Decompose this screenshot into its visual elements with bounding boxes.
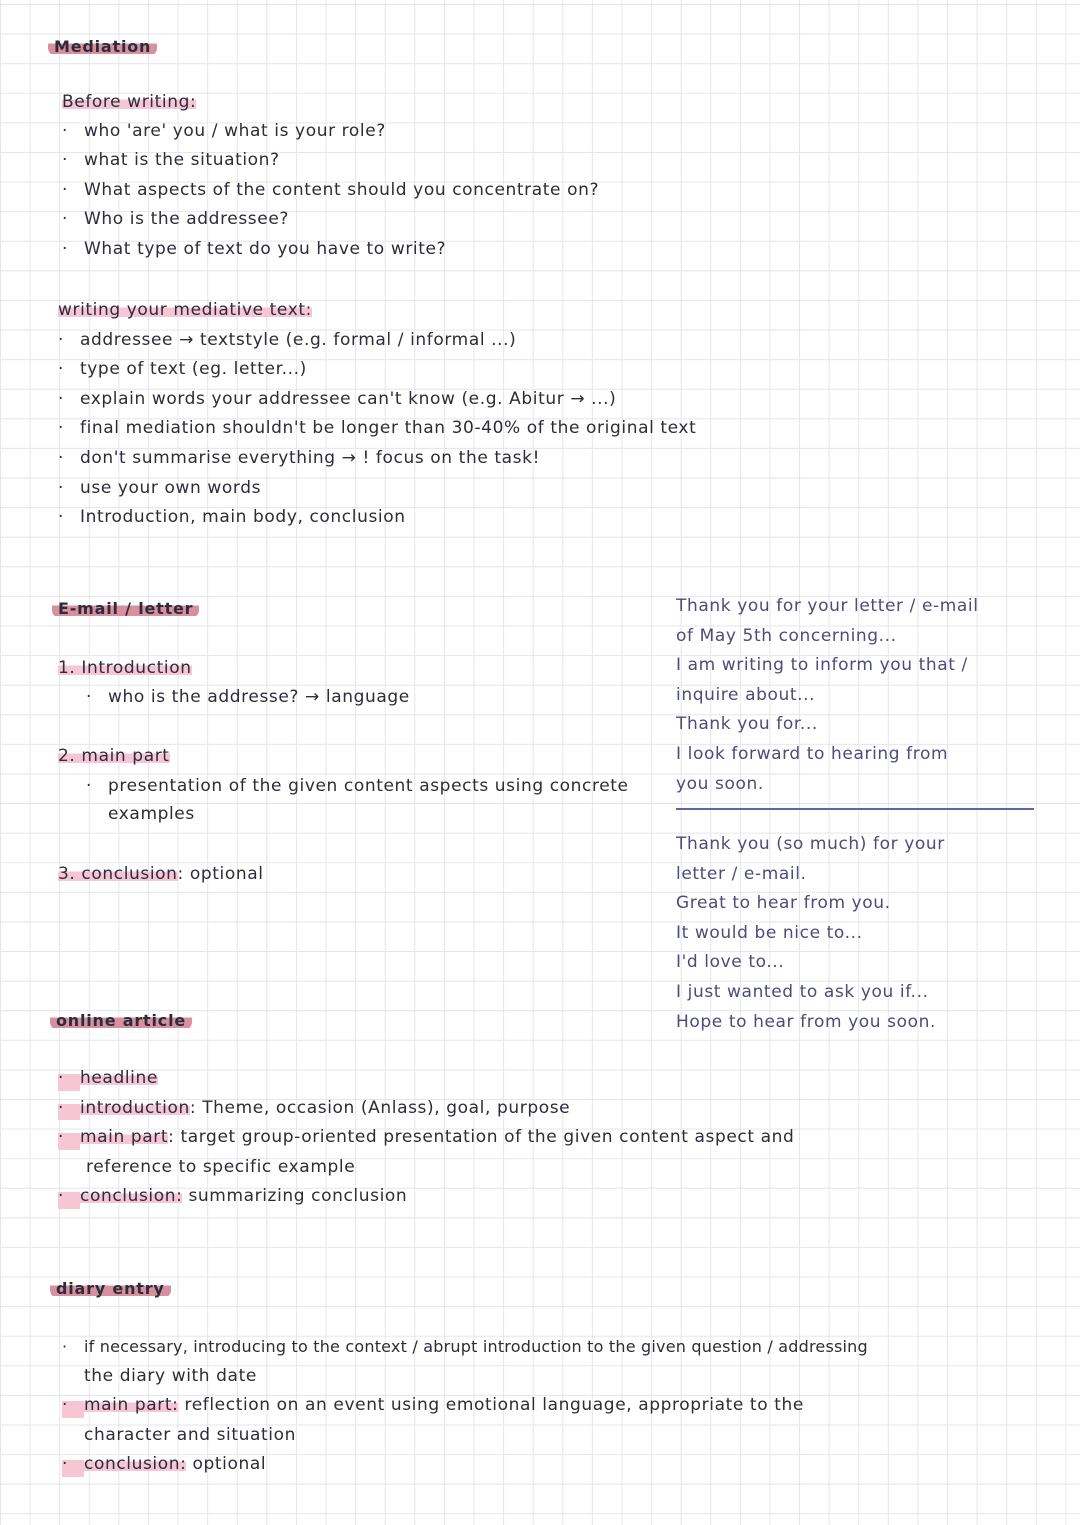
before-writing-heading	[62, 88, 599, 118]
list-item	[62, 205, 599, 235]
list-item-text: : Theme, occasion (Anlass), goal, purpose	[189, 1097, 571, 1118]
list-item-text: What type of text do you have to write?	[84, 238, 447, 259]
list-item-text: presentation of the given content aspects using concrete	[108, 776, 629, 796]
list-item-text: final mediation shouldn't be longer than 30-40% of the original text	[80, 418, 697, 439]
list-item	[62, 146, 599, 176]
list-item	[58, 326, 696, 356]
list-item	[58, 414, 696, 444]
list-item	[62, 117, 599, 147]
bullet-dot: ·	[58, 477, 65, 498]
bullet-dot: ·	[58, 359, 65, 380]
list-item-text: explain words your addressee can't know (e.g. Abitur → ...)	[80, 388, 617, 409]
bullet-dot: ·	[86, 687, 93, 707]
list-item-text: what is the situation?	[84, 150, 280, 171]
writing-mediative-section	[58, 296, 696, 533]
list-item-text: examples	[108, 804, 195, 824]
list-item	[58, 1123, 794, 1153]
phrase-line: I am writing to inform you that /	[676, 655, 968, 676]
bullet-dot: ·	[58, 1123, 80, 1153]
list-item	[58, 444, 696, 474]
phrase-line: It would be nice to...	[676, 922, 863, 943]
list-item-text: use your own words	[80, 477, 262, 498]
diary-entry-section	[62, 1332, 868, 1480]
list-item	[62, 176, 599, 206]
bullet-dot: ·	[62, 120, 69, 141]
bullet-dot: ·	[58, 507, 65, 528]
list-item-continuation	[108, 800, 195, 830]
email-intro-label	[58, 654, 192, 684]
online-article-heading-text: online article	[50, 1011, 192, 1030]
bullet-dot: ·	[58, 1094, 80, 1124]
list-item	[86, 683, 410, 713]
email-conclusion-label-text: 3. conclusion	[58, 864, 178, 884]
bullet-dot: ·	[62, 179, 69, 200]
bullet-dot: ·	[58, 1064, 80, 1094]
list-item	[62, 1450, 868, 1480]
informal-phrases	[676, 830, 945, 1037]
list-item-text: character and situation	[84, 1424, 296, 1445]
list-item-label: conclusion:	[80, 1186, 183, 1207]
list-item-text: who is the addresse? → language	[108, 687, 410, 707]
phrase-line: you soon.	[676, 773, 764, 794]
email-main-label	[58, 742, 170, 772]
bullet-dot: ·	[62, 238, 69, 259]
list-item-text: type of text (eg. letter...)	[80, 359, 307, 380]
email-conclusion-suffix: : optional	[177, 864, 264, 884]
before-writing-heading-text: Before writing:	[62, 92, 197, 112]
list-item	[58, 1094, 794, 1124]
bullet-dot: ·	[58, 447, 65, 468]
bullet-dot: ·	[58, 1182, 80, 1212]
phrase-line: of May 5th concerning...	[676, 625, 897, 646]
phrase-line: I'd love to...	[676, 952, 785, 973]
phrase-line: Thank you for your letter / e-mail	[676, 596, 979, 616]
list-item-label: headline	[80, 1068, 158, 1088]
list-item	[58, 1182, 794, 1212]
list-item-text: who 'are' you / what is your role?	[84, 120, 386, 141]
list-item-text: reference to specific example	[86, 1156, 356, 1177]
phrase-line: Thank you (so much) for your	[676, 834, 945, 854]
bullet-dot: ·	[58, 418, 65, 439]
list-item-text: summarizing conclusion	[188, 1186, 408, 1207]
list-item-text: Introduction, main body, conclusion	[80, 507, 406, 528]
diary-entry-heading	[50, 1274, 171, 1304]
online-article-section	[58, 1064, 794, 1212]
writing-mediative-heading	[58, 296, 696, 326]
email-conclusion-label	[58, 860, 264, 890]
email-letter-heading	[52, 594, 199, 624]
before-writing-section	[62, 88, 599, 265]
list-item-text: addressee → textstyle (e.g. formal / informal ...)	[80, 329, 517, 350]
list-item	[62, 1391, 868, 1421]
list-item-text: What aspects of the content should you concentrate on?	[84, 179, 600, 200]
list-item-label: introduction	[80, 1097, 190, 1118]
diary-entry-heading-text: diary entry	[50, 1279, 171, 1298]
bullet-dot: ·	[62, 1391, 84, 1421]
list-item	[58, 355, 696, 385]
bullet-dot: ·	[62, 209, 69, 230]
phrase-line: I just wanted to ask you if...	[676, 981, 929, 1002]
list-item	[58, 503, 696, 533]
phrase-line: Hope to hear from you soon.	[676, 1011, 936, 1032]
phrase-line: Thank you for...	[676, 714, 818, 735]
phrase-line: I look forward to hearing from	[676, 743, 949, 764]
writing-mediative-heading-text: writing your mediative text:	[58, 300, 312, 320]
list-item-label: main part:	[84, 1395, 179, 1416]
online-article-heading	[50, 1006, 192, 1036]
list-item-continuation	[62, 1362, 868, 1392]
list-item	[58, 474, 696, 504]
list-item-label: conclusion:	[84, 1454, 187, 1475]
list-item-text: optional	[192, 1454, 267, 1475]
bullet-dot: ·	[62, 1337, 68, 1356]
list-item-text: reflection on an event using emotional language, appropriate to the	[184, 1395, 804, 1416]
list-item-label: main part	[80, 1127, 169, 1148]
email-intro-label-text: 1. Introduction	[58, 658, 192, 678]
formal-phrases	[676, 592, 979, 799]
list-item	[62, 235, 599, 265]
phrase-line: letter / e-mail.	[676, 863, 807, 884]
email-letter-heading-text: E-mail / letter	[52, 599, 199, 618]
page-title-text: Mediation	[48, 37, 157, 56]
bullet-dot: ·	[62, 1450, 84, 1480]
list-item-text: don't summarise everything → ! focus on the task!	[80, 447, 540, 468]
phrase-line: Great to hear from you.	[676, 893, 891, 914]
list-item	[58, 385, 696, 415]
list-item-text: : target group-oriented presentation of the given content aspect and	[168, 1127, 795, 1148]
email-main-label-text: 2. main part	[58, 746, 170, 766]
list-item	[62, 1332, 868, 1362]
list-item-text: Who is the addressee?	[84, 209, 290, 230]
page-title	[48, 32, 157, 62]
bullet-dot: ·	[58, 329, 65, 350]
list-item-continuation	[58, 1153, 794, 1183]
list-item-continuation	[62, 1421, 868, 1451]
list-item-text: the diary with date	[84, 1365, 257, 1386]
list-item-text: if necessary, introducing to the context / abrupt introduction to the given question / addressing	[84, 1337, 868, 1356]
bullet-dot: ·	[62, 150, 69, 171]
bullet-dot: ·	[58, 388, 65, 409]
bullet-dot: ·	[86, 776, 93, 796]
phrase-divider	[676, 808, 1034, 810]
list-item	[86, 772, 629, 802]
phrase-line: inquire about...	[676, 684, 816, 705]
list-item	[58, 1064, 794, 1094]
